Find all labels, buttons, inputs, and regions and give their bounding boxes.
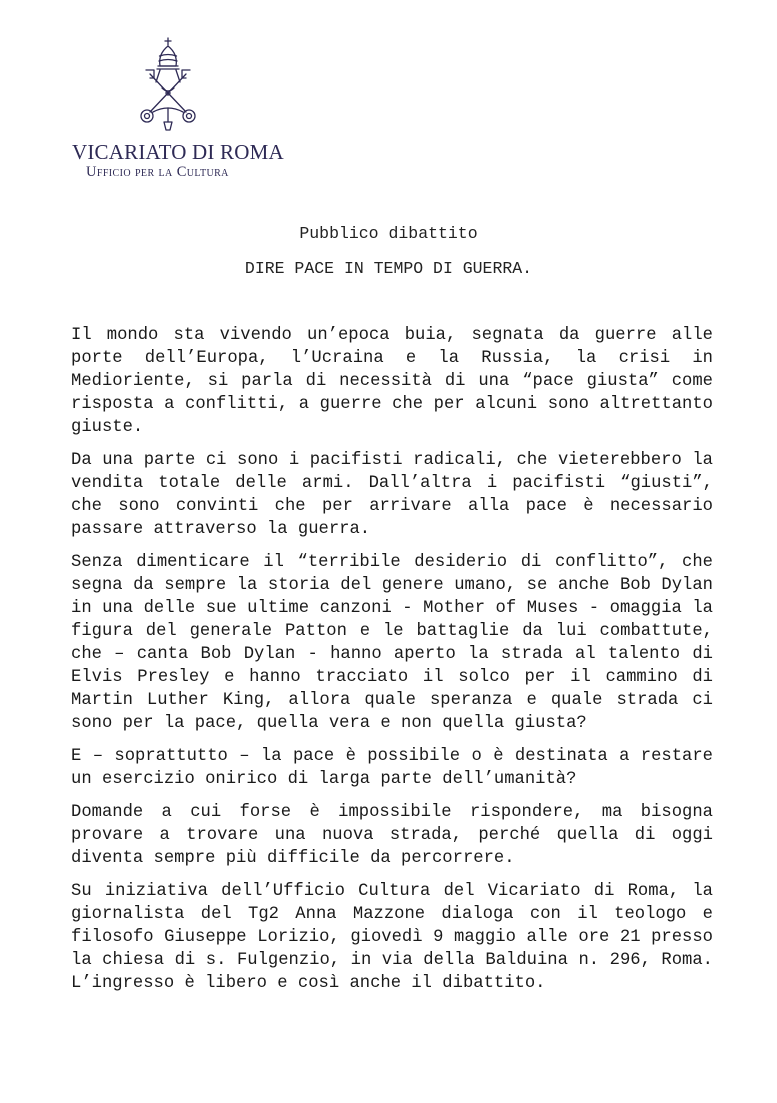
paragraph: E – soprattutto – la pace è possibile o è destinata a restare un esercizio onirico di larga parte dell’umanità? [71,747,713,789]
document-body [71,324,713,1005]
organization-name: VICARIATO DI ROMA [72,140,284,164]
paragraph: Da una parte ci sono i pacifisti radicali, che vieterebbero la vendita totale delle armi. Dall’altra i pacifisti “giusti”, che sono convinti che per arrivare alla pace è necessario passare attraverso la guerra. [71,451,713,539]
papal-keys-tiara-emblem-icon [136,36,200,132]
event-kicker: Pubblico dibattito [299,224,478,243]
paragraph: Domande a cui forse è impossibile rispondere, ma bisogna provare a trovare una nuova strada, perché quella di oggi diventa sempre più difficile da percorrere. [71,803,713,868]
office-name: Ufficio per la Cultura [86,164,229,180]
document-title: DIRE PACE IN TEMPO DI GUERRA. [244,259,533,278]
paragraph: Il mondo sta vivendo un’epoca buia, segnata da guerre alle porte dell’Europa, l’Ucraina e la Russia, la crisi in Medioriente, si parla di necessità di una “pace giusta” come risposta a conflitti, a guerre che per alcuni sono altrettanto giuste. [71,326,713,437]
paragraph: Senza dimenticare il “terribile desiderio di conflitto”, che segna da sempre la storia del genere umano, se anche Bob Dylan in una delle sue ultime canzoni - Mother of Muses - omaggia la figura del generale Patton e le battaglie da lui combattute, che – canta Bob Dylan - hanno aperto la strada al talento di Elvis Presley e hanno tracciato il solco per il cammino di Martin Luther King, allora quale speranza e quale strada ci sono per la pace, quella vera e non quella giusta? [71,553,713,733]
paragraph: Su iniziativa dell’Ufficio Cultura del Vicariato di Roma, la giornalista del Tg2 Anna Mazzone dialoga con il teologo e filosofo Giuseppe Lorizio, giovedì 9 maggio alle ore 21 presso la chiesa di s. Fulgenzio, in via della Balduina n. 296, Roma. L’ingresso è libero e così anche il dibattito. [71,882,713,993]
